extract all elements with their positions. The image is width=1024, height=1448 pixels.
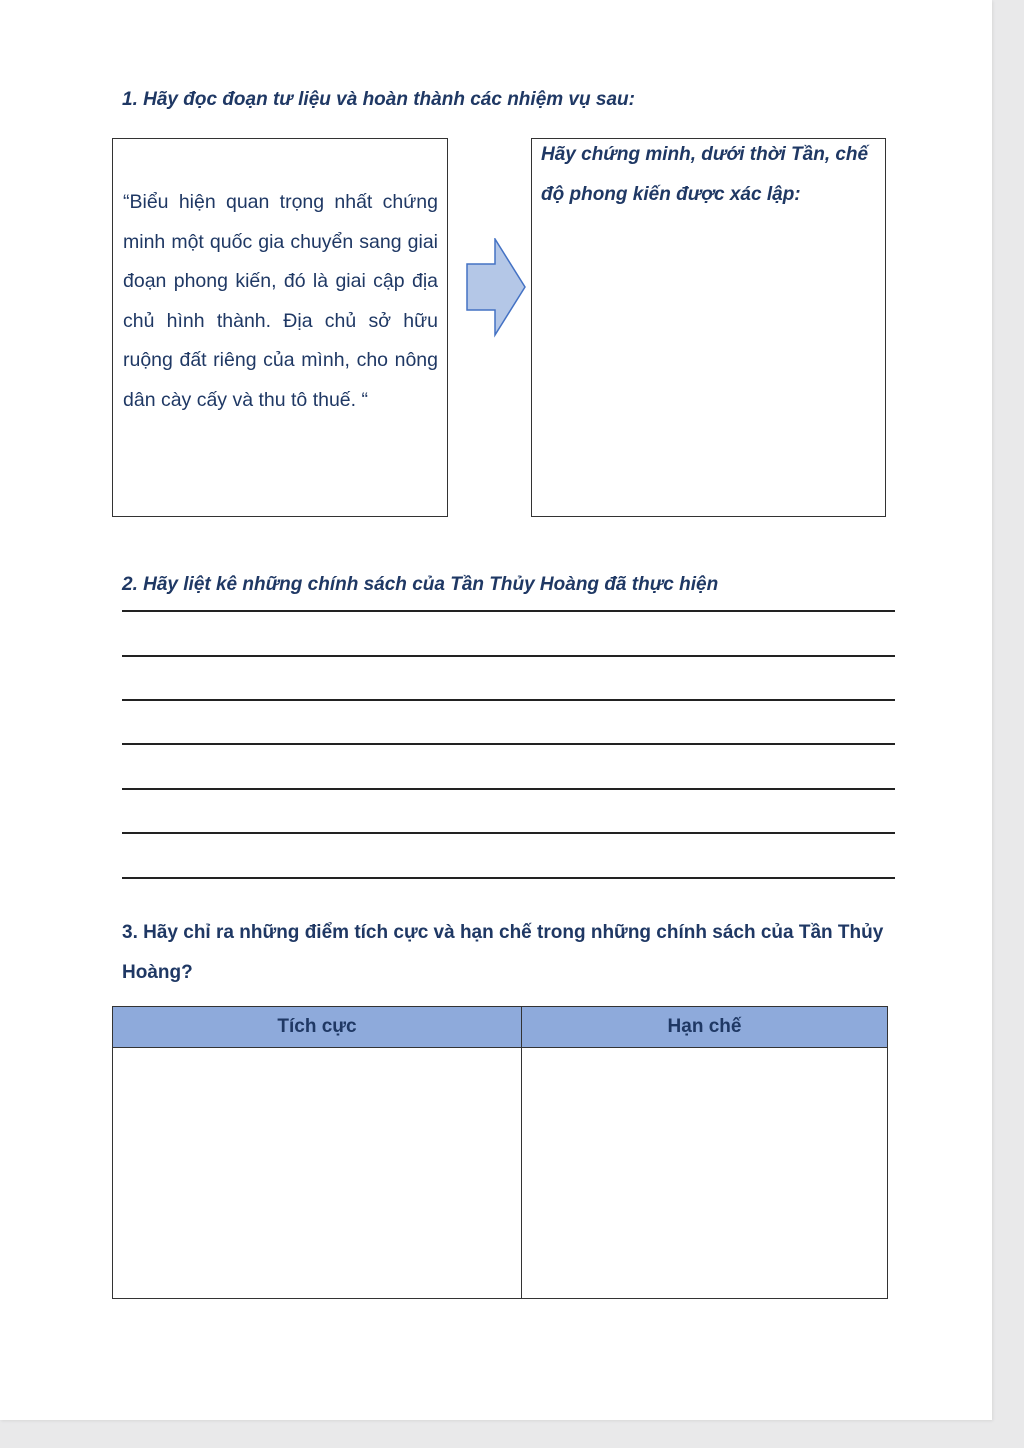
question-3-title: 3. Hãy chỉ ra những điểm tích cực và hạn chế trong những chính sách của Tần Thủy Hoàng? <box>122 922 884 983</box>
table-header-positive: Tích cực <box>113 1007 522 1048</box>
answer-box-question-1[interactable] <box>531 138 886 517</box>
limitation-answer-cell[interactable] <box>522 1048 888 1299</box>
answer-line[interactable] <box>122 877 895 879</box>
question-1-title: 1. Hãy đọc đoạn tư liệu và hoàn thành các nhiệm vụ sau: <box>122 89 635 110</box>
pros-cons-table <box>112 1006 888 1299</box>
quote-box <box>112 138 448 517</box>
table-header-limitation: Hạn chế <box>522 1007 888 1048</box>
positive-answer-cell[interactable] <box>113 1048 522 1299</box>
answer-line[interactable] <box>122 788 895 790</box>
question-2-title: 2. Hãy liệt kê những chính sách của Tần Thủy Hoàng đã thực hiện <box>122 574 719 595</box>
answer-prompt: Hãy chứng minh, dưới thời Tần, chế độ phong kiến được xác lập: <box>541 144 869 205</box>
answer-line[interactable] <box>122 610 895 612</box>
answer-line[interactable] <box>122 655 895 657</box>
answer-line[interactable] <box>122 699 895 701</box>
answer-line[interactable] <box>122 743 895 745</box>
right-arrow-icon <box>465 238 529 338</box>
quote-text: “Biểu hiện quan trọng nhất chứng minh một quốc gia chuyển sang giai đoạn phong kiến, đó là giai cập địa chủ hình thành. Địa chủ sở hữu ruộng đất riêng của mình, cho nông dân cày cấy và thu tô thuế. “ <box>123 191 438 411</box>
answer-line[interactable] <box>122 832 895 834</box>
